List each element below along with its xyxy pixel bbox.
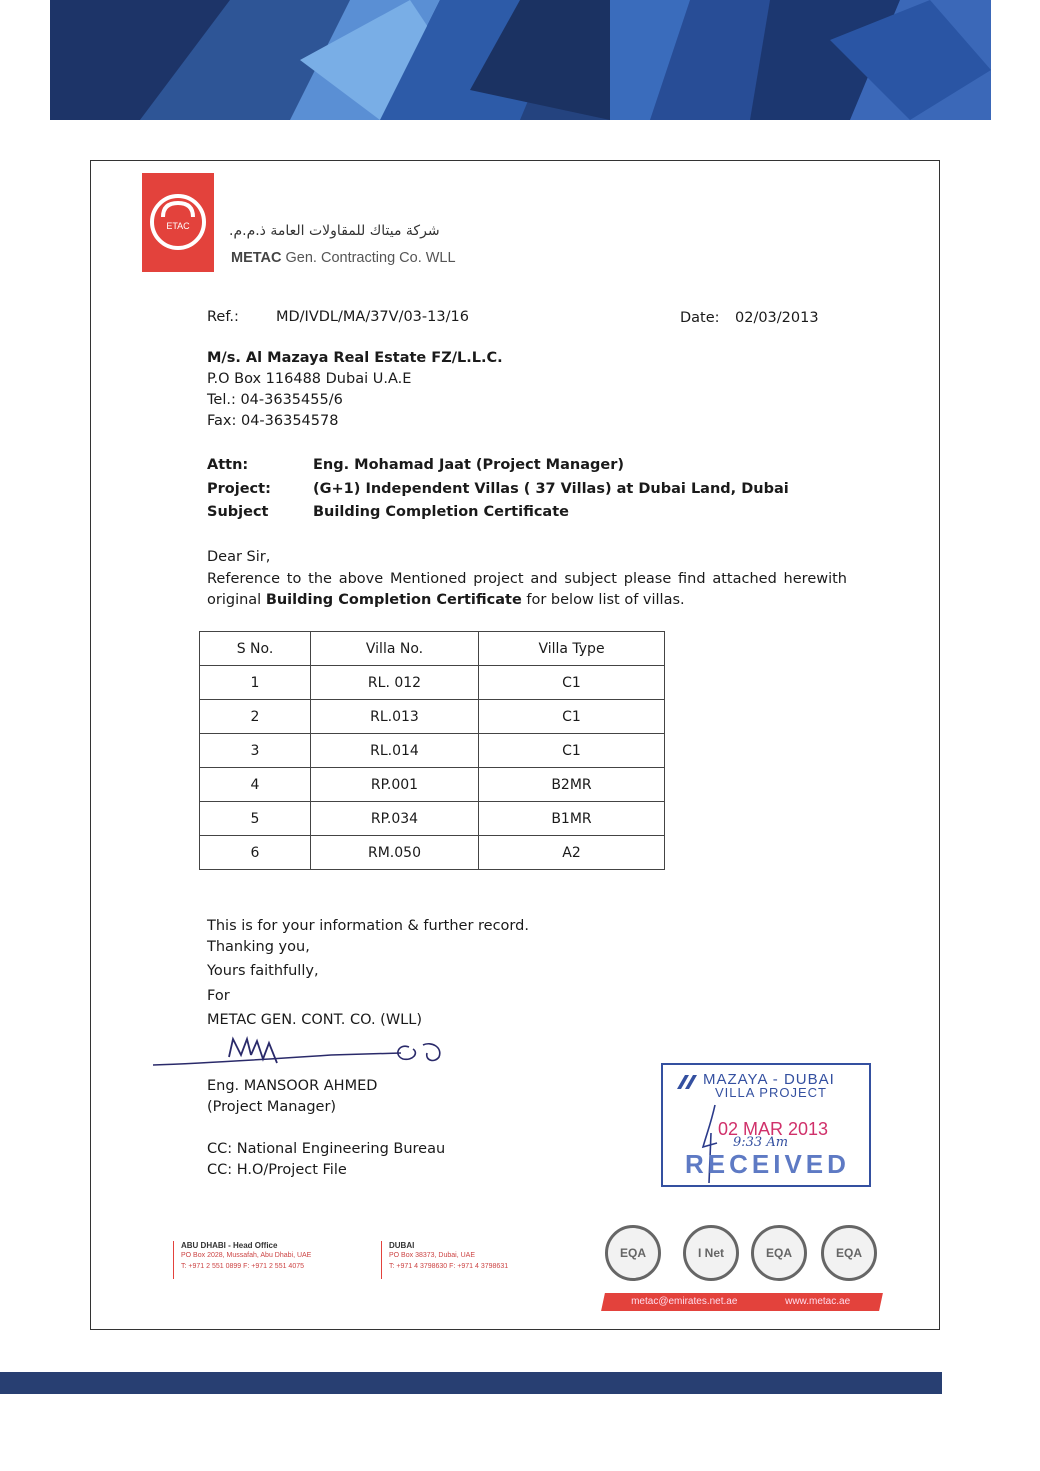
closing-info: This is for your information & further record. bbox=[207, 918, 529, 934]
footer-divider bbox=[173, 1241, 174, 1279]
badge-label: EQA bbox=[835, 1246, 862, 1260]
letter-document bbox=[90, 160, 940, 1330]
contact-strip bbox=[601, 1293, 883, 1311]
body-paragraph-line1: Reference to the above Mentioned project and subject please find attached herewith bbox=[207, 571, 847, 587]
attn-label: Attn: bbox=[207, 457, 249, 473]
closing-yours: Yours faithfully, bbox=[207, 963, 319, 979]
certification-badge-icon bbox=[751, 1225, 807, 1281]
body-line2-pre: original bbox=[207, 592, 266, 608]
table-cell: C1 bbox=[479, 666, 665, 700]
addressee-name: M/s. Al Mazaya Real Estate FZ/L.L.C. bbox=[207, 350, 503, 366]
table-cell: 5 bbox=[200, 802, 311, 836]
footer-dubai-address: PO Box 38373, Dubai, UAE bbox=[389, 1252, 475, 1259]
table-header: Villa No. bbox=[311, 632, 479, 666]
table-row bbox=[200, 700, 665, 734]
table-cell: 1 bbox=[200, 666, 311, 700]
footer-abu-dhabi-phone: T: +971 2 551 0899 F: +971 2 551 4075 bbox=[181, 1263, 304, 1270]
contact-email[interactable]: metac@emirates.net.ae bbox=[631, 1296, 738, 1307]
footer-abu-dhabi bbox=[181, 1241, 311, 1272]
table-cell: 6 bbox=[200, 836, 311, 870]
body-line2-bold: Building Completion Certificate bbox=[265, 592, 522, 608]
stamp-logo-icon bbox=[675, 1073, 699, 1091]
logo-text: ETAC bbox=[166, 221, 190, 231]
certification-badge-icon bbox=[821, 1225, 877, 1281]
table-cell: RL.014 bbox=[311, 734, 479, 768]
footer-dubai-phone: T: +971 4 3798630 F: +971 4 3798631 bbox=[389, 1263, 509, 1270]
certification-badge-icon bbox=[683, 1225, 739, 1281]
table-cell: B2MR bbox=[479, 768, 665, 802]
cc-line-1: CC: National Engineering Bureau bbox=[207, 1141, 446, 1157]
addressee-fax: Fax: 04-36354578 bbox=[207, 413, 339, 429]
villa-table bbox=[199, 631, 665, 870]
table-cell: RM.050 bbox=[311, 836, 479, 870]
footer-dubai bbox=[389, 1241, 508, 1272]
badge-label: EQA bbox=[619, 1246, 646, 1260]
company-name-arabic: شركة ميتاك للمقاولات العامة ذ.م.م. bbox=[229, 223, 440, 239]
signer-name: Eng. MANSOOR AHMED bbox=[207, 1078, 378, 1094]
contact-website[interactable]: www.metac.ae bbox=[785, 1296, 851, 1307]
footer-abu-dhabi-address: PO Box 2028, Mussafah, Abu Dhabi, UAE bbox=[181, 1252, 312, 1259]
cc-line-2: CC: H.O/Project File bbox=[207, 1162, 347, 1178]
footer-divider bbox=[381, 1241, 382, 1279]
project-value: (G+1) Independent Villas ( 37 Villas) at Dubai Land, Dubai bbox=[313, 481, 789, 497]
company-name-english bbox=[231, 250, 456, 266]
body-paragraph-line2 bbox=[207, 590, 685, 611]
certification-badge-icon bbox=[605, 1225, 661, 1281]
table-cell: B1MR bbox=[479, 802, 665, 836]
project-label: Project: bbox=[207, 481, 271, 497]
table-cell: 2 bbox=[200, 700, 311, 734]
table-cell: RP.034 bbox=[311, 802, 479, 836]
table-header: S No. bbox=[200, 632, 311, 666]
stamp-line2: VILLA PROJECT bbox=[715, 1085, 827, 1100]
addressee-tel: Tel.: 04-3635455/6 bbox=[207, 392, 343, 408]
table-cell: A2 bbox=[479, 836, 665, 870]
company-logo bbox=[142, 173, 214, 272]
badge-label: EQA bbox=[765, 1246, 792, 1260]
date-label: Date: bbox=[680, 310, 720, 326]
bottom-bar bbox=[0, 1372, 942, 1394]
table-cell: C1 bbox=[479, 734, 665, 768]
stamp-time: 9:33 Am bbox=[733, 1135, 789, 1150]
top-banner bbox=[50, 0, 991, 120]
stamp-date: 02 MAR 2013 bbox=[718, 1119, 829, 1139]
badge-label: I Net bbox=[697, 1246, 724, 1260]
subject-value: Building Completion Certificate bbox=[313, 504, 569, 520]
footer-dubai-title: DUBAI bbox=[389, 1241, 415, 1250]
addressee-po-box: P.O Box 116488 Dubai U.A.E bbox=[207, 371, 412, 387]
body-line2-post: for below list of villas. bbox=[521, 592, 685, 608]
table-cell: 3 bbox=[200, 734, 311, 768]
table-header-row bbox=[200, 632, 665, 666]
attn-value: Eng. Mohamad Jaat (Project Manager) bbox=[313, 457, 624, 473]
salutation: Dear Sir, bbox=[207, 549, 271, 565]
ref-value: MD/IVDL/MA/37V/03-13/16 bbox=[276, 309, 469, 325]
table-cell: RL.013 bbox=[311, 700, 479, 734]
closing-for: For bbox=[207, 988, 230, 1004]
date-value: 02/03/2013 bbox=[735, 310, 819, 326]
table-row bbox=[200, 802, 665, 836]
received-stamp bbox=[661, 1063, 871, 1187]
company-name-bold: METAC bbox=[231, 250, 282, 266]
table-row bbox=[200, 768, 665, 802]
table-row bbox=[200, 836, 665, 870]
stamp-received: RECEIVED bbox=[685, 1149, 850, 1179]
subject-label: Subject bbox=[207, 504, 269, 520]
closing-company: METAC GEN. CONT. CO. (WLL) bbox=[207, 1012, 422, 1028]
closing-thanks: Thanking you, bbox=[207, 939, 310, 955]
table-cell: RL. 012 bbox=[311, 666, 479, 700]
signature bbox=[151, 1033, 461, 1073]
company-name-rest: Gen. Contracting Co. WLL bbox=[281, 250, 456, 266]
ref-label: Ref.: bbox=[207, 309, 239, 325]
table-header: Villa Type bbox=[479, 632, 665, 666]
table-row bbox=[200, 734, 665, 768]
table-cell: C1 bbox=[479, 700, 665, 734]
stamp-line1: MAZAYA - DUBAI bbox=[703, 1071, 835, 1088]
footer-abu-dhabi-title: ABU DHABI - Head Office bbox=[181, 1241, 278, 1250]
signer-title: (Project Manager) bbox=[207, 1099, 337, 1115]
table-cell: 4 bbox=[200, 768, 311, 802]
table-cell: RP.001 bbox=[311, 768, 479, 802]
table-row bbox=[200, 666, 665, 700]
